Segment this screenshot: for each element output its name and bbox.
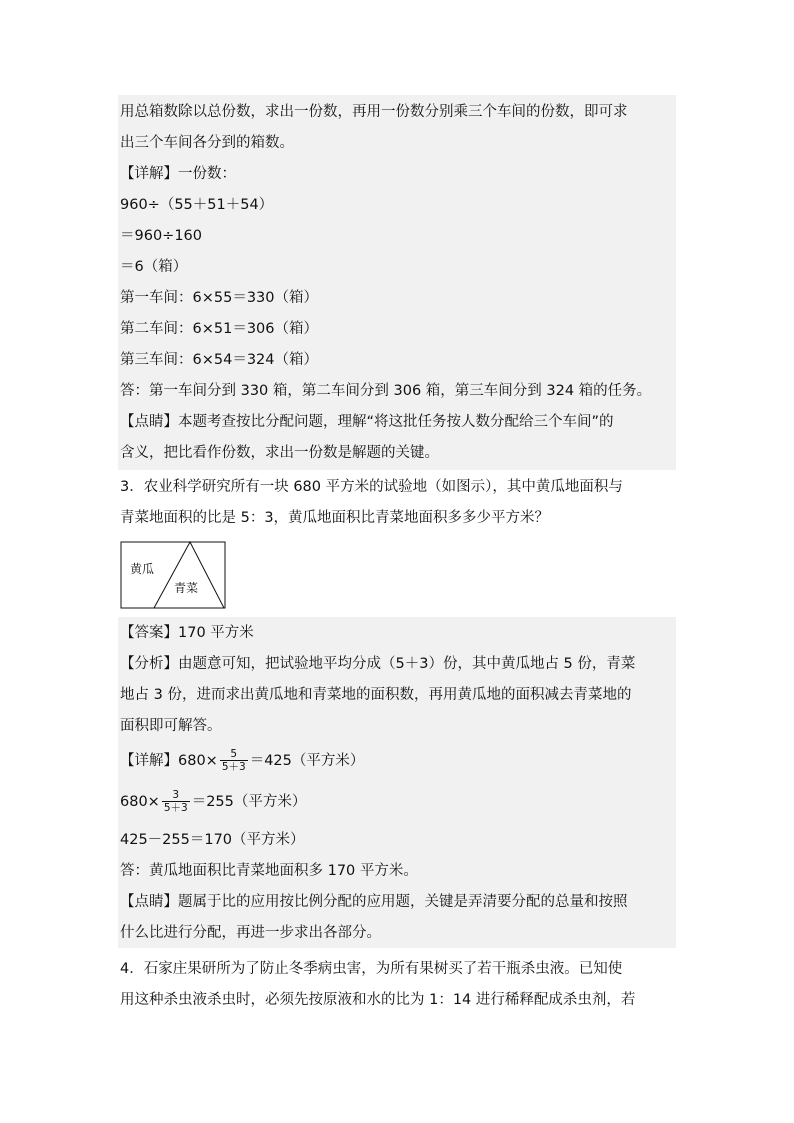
equation-line: 425－255＝170（平方米） <box>120 832 305 848</box>
equation-prefix: 【详解】680× <box>120 753 218 769</box>
equation-line: 960÷（55＋51＋54） <box>120 197 274 213</box>
analysis-line: 【分析】由题意可知，把试验地平均分成（5＋3）份，其中黄瓜地占 5 份，青菜 <box>120 656 636 672</box>
analysis-line: 地占 3 份，进而求出黄瓜地和青菜地的面积数，再用黄瓜地的面积减去青菜地的 <box>120 687 632 703</box>
note-line: 【点睛】题属于比的应用按比例分配的应用题，关键是弄清要分配的总量和按照 <box>120 894 628 910</box>
analysis-line: 面积即可解答。 <box>120 718 222 734</box>
equation-line: 第二车间：6×51＝306（箱） <box>120 321 319 337</box>
question-line: 3．农业科学研究所有一块 680 平方米的试验地（如图示），其中黄瓜地面积与 <box>120 479 623 495</box>
note-line: 【点睛】本题考查按比分配问题，理解“将这批任务按人数分配给三个车间”的 <box>120 414 614 430</box>
question-line: 青菜地面积的比是 5：3，黄瓜地面积比青菜地面积多多少平方米？ <box>120 510 550 526</box>
answer-line: 答：第一车间分到 330 箱，第二车间分到 306 箱，第三车间分到 324 箱的任务。 <box>120 383 652 399</box>
equation-prefix: 680× <box>120 794 160 810</box>
fraction-denominator: 5＋3 <box>221 760 246 773</box>
equation-line: ＝960÷160 <box>120 228 203 244</box>
detail-heading: 【详解】一份数： <box>120 166 236 182</box>
note-line: 什么比进行分配，再进一步求出各部分。 <box>120 925 381 941</box>
note-line: 含义，把比看作份数，求出一份数是解题的关键。 <box>120 445 439 461</box>
equation-suffix: ＝255（平方米） <box>191 794 307 810</box>
fraction-numerator: 3 <box>162 789 190 802</box>
fraction <box>220 748 248 773</box>
equation-line: 第一车间：6×55＝330（箱） <box>120 290 319 306</box>
label-greens: 青菜 <box>174 581 199 595</box>
fraction-numerator: 5 <box>220 748 248 761</box>
equation-line: ＝6（箱） <box>120 259 188 275</box>
question-line: 用这种杀虫液杀虫时，必须先按原液和水的比为 1：14 进行稀释配成杀虫剂，若 <box>120 992 636 1008</box>
field-diagram <box>120 541 226 609</box>
equation-suffix: ＝425（平方米） <box>249 753 365 769</box>
answer-heading: 【答案】170 平方米 <box>120 625 254 641</box>
question-line: 4．石家庄果研所为了防止冬季病虫害，为所有果树买了若干瓶杀虫液。已知使 <box>120 961 623 977</box>
text-line: 出三个车间各分到的箱数。 <box>120 135 294 151</box>
fraction-denominator: 5＋3 <box>163 801 188 814</box>
answer-line: 答：黄瓜地面积比青菜地面积多 170 平方米。 <box>120 863 418 879</box>
equation-with-fraction <box>120 746 676 778</box>
label-cucumber: 黄瓜 <box>130 562 155 576</box>
text-line: 用总箱数除以总份数，求出一份数，再用一份数分别乘三个车间的份数，即可求 <box>120 104 628 120</box>
equation-with-fraction <box>120 787 676 819</box>
fraction <box>162 789 190 814</box>
equation-line: 第三车间：6×54＝324（箱） <box>120 352 319 368</box>
